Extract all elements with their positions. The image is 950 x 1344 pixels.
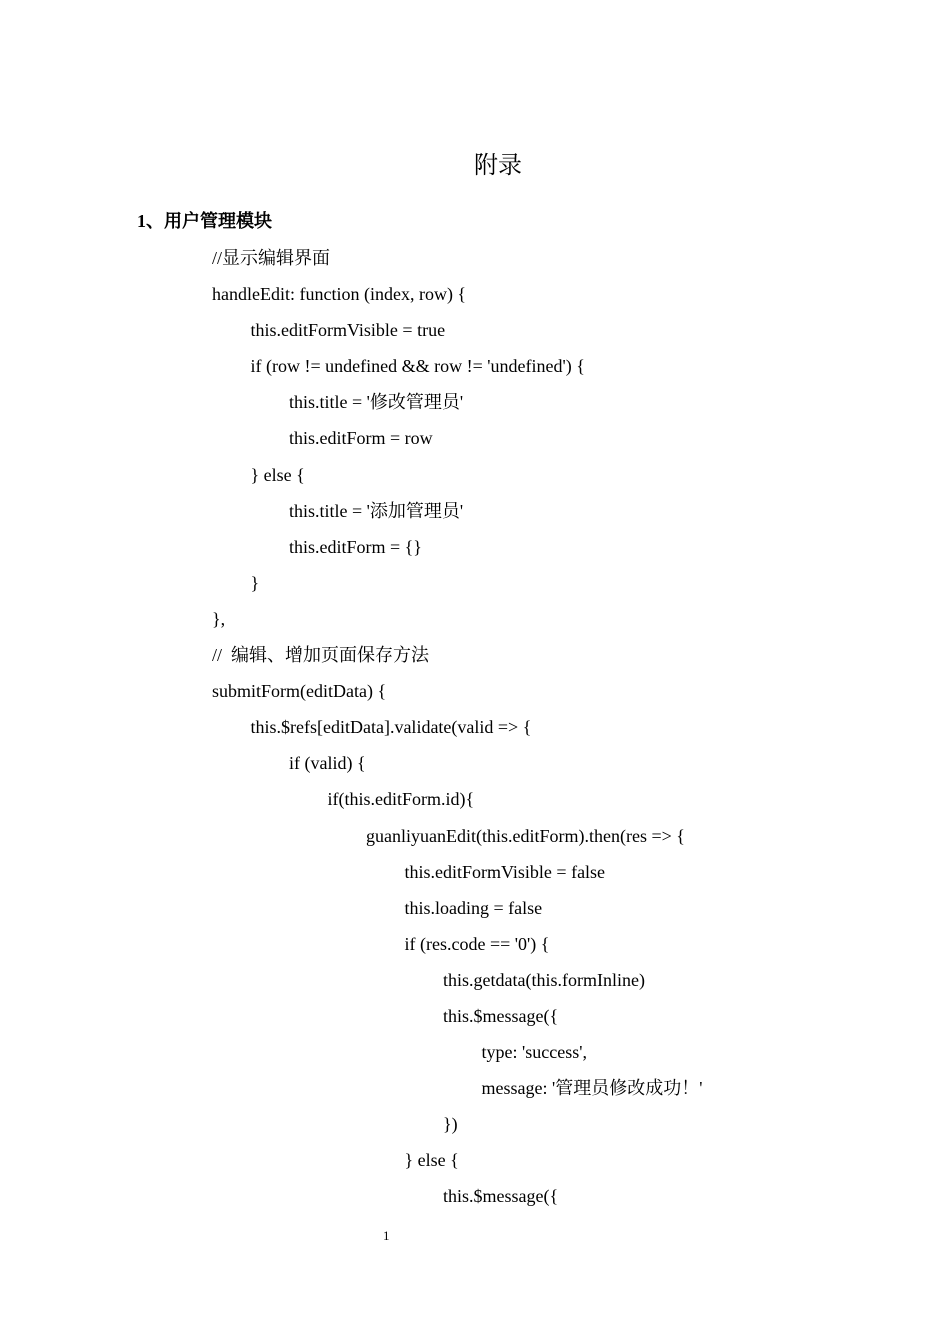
code-line: guanliyuanEdit(this.editForm).then(res => { — [366, 825, 685, 846]
code-line: message: '管理员修改成功！' — [481, 1078, 703, 1099]
code-line: this.loading = false — [404, 897, 543, 918]
code-line: if (valid) { — [289, 753, 366, 774]
code-line: //显示编辑界面 — [212, 248, 331, 268]
code-line: this.$refs[editData].validate(valid => { — [250, 717, 532, 738]
code-line: this.editFormVisible = false — [404, 861, 606, 882]
code-line: this.$message({ — [443, 1186, 559, 1207]
code-line: this.title = '修改管理员' — [289, 392, 464, 413]
code-line: submitForm(editData) { — [212, 681, 387, 702]
code-line: if(this.editForm.id){ — [327, 789, 475, 810]
code-line: } else { — [404, 1150, 459, 1171]
code-listing — [212, 240, 912, 1215]
code-line: this.editForm = {} — [289, 536, 422, 557]
code-line: // 编辑、增加页面保存方法 — [212, 645, 430, 666]
code-line: }, — [212, 608, 226, 629]
code-line: this.title = '添加管理员' — [289, 500, 464, 521]
code-line: type: 'success', — [481, 1042, 587, 1063]
code-line: if (res.code == '0') { — [404, 933, 550, 954]
code-line: this.editForm = row — [289, 428, 433, 449]
code-line: handleEdit: function (index, row) { — [212, 284, 467, 305]
section-heading: 1、用户管理模块 — [137, 211, 272, 231]
appendix-title: 附录 — [474, 153, 522, 179]
page-number: 1 — [383, 1228, 390, 1243]
code-line: this.$message({ — [443, 1005, 559, 1026]
code-line: }) — [443, 1114, 458, 1135]
code-line: this.editFormVisible = true — [250, 320, 446, 341]
code-line: } else { — [250, 464, 305, 485]
code-line: this.getdata(this.formInline) — [443, 969, 645, 990]
code-line: } — [250, 572, 260, 593]
code-line: if (row != undefined && row != 'undefined') { — [250, 356, 585, 377]
